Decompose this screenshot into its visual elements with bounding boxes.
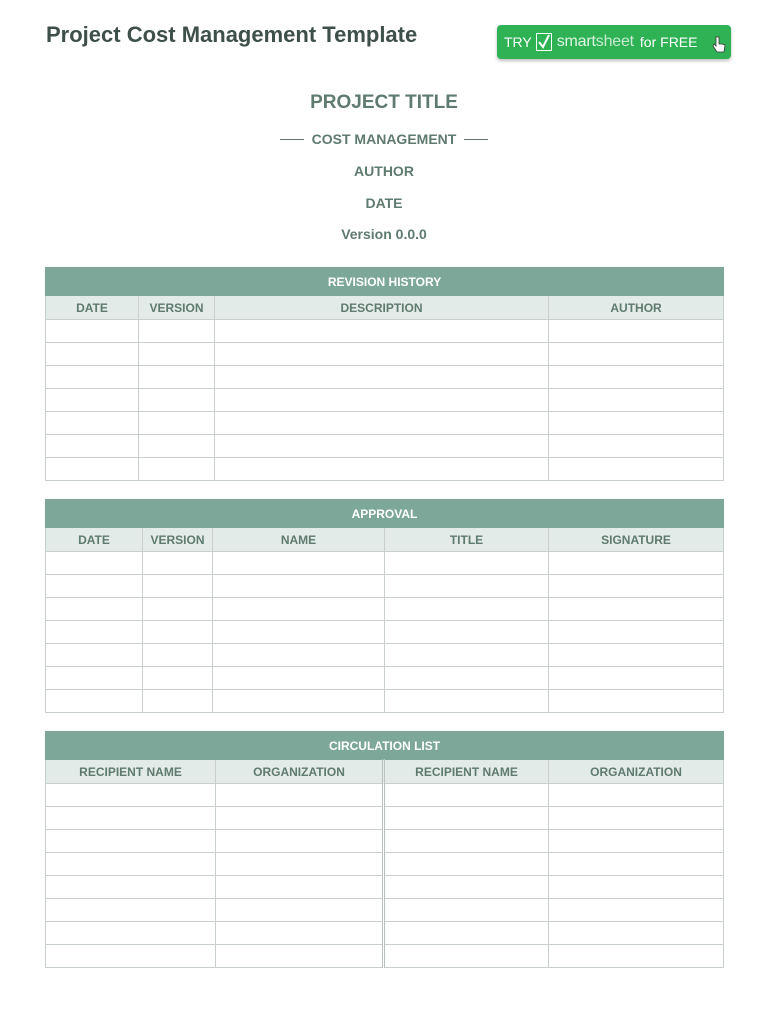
table-row xyxy=(46,830,724,853)
left-dash xyxy=(280,139,304,140)
table-cell[interactable] xyxy=(143,644,213,667)
table-row xyxy=(46,876,724,899)
table-cell[interactable] xyxy=(549,899,724,922)
hand-cursor-icon xyxy=(711,35,727,58)
table-cell[interactable] xyxy=(549,621,724,644)
table-cell[interactable] xyxy=(384,784,549,807)
column-header: ORGANIZATION xyxy=(216,760,384,784)
table-cell[interactable] xyxy=(384,876,549,899)
table-cell[interactable] xyxy=(46,343,139,366)
column-header: NAME xyxy=(213,528,385,552)
table-cell[interactable] xyxy=(384,830,549,853)
table-cell[interactable] xyxy=(46,945,216,968)
table-cell[interactable] xyxy=(549,667,724,690)
table-cell[interactable] xyxy=(216,830,384,853)
table-cell[interactable] xyxy=(46,830,216,853)
table-cell[interactable] xyxy=(46,552,143,575)
table-cell[interactable] xyxy=(549,830,724,853)
table-cell[interactable] xyxy=(139,320,215,343)
table-cell[interactable] xyxy=(549,876,724,899)
column-header: AUTHOR xyxy=(549,296,724,320)
table-cell[interactable] xyxy=(139,458,215,481)
table-row xyxy=(46,366,724,389)
table-cell[interactable] xyxy=(385,575,549,598)
column-header: DESCRIPTION xyxy=(215,296,549,320)
table-cell[interactable] xyxy=(385,552,549,575)
table-cell[interactable] xyxy=(143,667,213,690)
table-cell[interactable] xyxy=(46,853,216,876)
table-row xyxy=(46,621,724,644)
table-cell[interactable] xyxy=(46,690,143,713)
table-cell[interactable] xyxy=(549,690,724,713)
table-cell[interactable] xyxy=(46,922,216,945)
table-cell[interactable] xyxy=(549,435,724,458)
table-cell[interactable] xyxy=(549,853,724,876)
table-cell[interactable] xyxy=(46,320,139,343)
table-row xyxy=(46,458,724,481)
checkmark-icon xyxy=(536,33,552,51)
column-header: RECIPIENT NAME xyxy=(46,760,216,784)
table-cell[interactable] xyxy=(215,366,549,389)
table-row xyxy=(46,343,724,366)
table-cell[interactable] xyxy=(549,458,724,481)
revision-history-title: REVISION HISTORY xyxy=(46,268,724,296)
table-row xyxy=(46,690,724,713)
table-cell[interactable] xyxy=(385,690,549,713)
table-cell[interactable] xyxy=(143,690,213,713)
table-cell[interactable] xyxy=(549,644,724,667)
revision-history-table xyxy=(45,267,724,481)
table-cell[interactable] xyxy=(46,435,139,458)
table-cell[interactable] xyxy=(385,598,549,621)
column-header: TITLE xyxy=(385,528,549,552)
table-row xyxy=(46,922,724,945)
badge-try-text: TRY xyxy=(504,34,532,50)
table-row xyxy=(46,320,724,343)
table-cell[interactable] xyxy=(216,807,384,830)
table-cell[interactable] xyxy=(139,435,215,458)
table-cell[interactable] xyxy=(216,784,384,807)
table-cell[interactable] xyxy=(139,389,215,412)
table-cell[interactable] xyxy=(216,853,384,876)
column-header: DATE xyxy=(46,528,143,552)
table-cell[interactable] xyxy=(549,945,724,968)
table-cell[interactable] xyxy=(143,552,213,575)
table-cell[interactable] xyxy=(384,899,549,922)
approval-title: APPROVAL xyxy=(46,500,724,528)
table-cell[interactable] xyxy=(139,412,215,435)
table-cell[interactable] xyxy=(215,343,549,366)
table-cell[interactable] xyxy=(46,876,216,899)
table-cell[interactable] xyxy=(549,922,724,945)
circulation-list-body xyxy=(46,784,724,968)
table-cell[interactable] xyxy=(213,575,385,598)
table-row xyxy=(46,552,724,575)
column-header: RECIPIENT NAME xyxy=(384,760,549,784)
table-row xyxy=(46,644,724,667)
table-cell[interactable] xyxy=(216,945,384,968)
table-cell[interactable] xyxy=(213,552,385,575)
table-row xyxy=(46,784,724,807)
column-header: DATE xyxy=(46,296,139,320)
table-cell[interactable] xyxy=(215,320,549,343)
table-cell[interactable] xyxy=(213,621,385,644)
table-cell[interactable] xyxy=(46,412,139,435)
table-cell[interactable] xyxy=(46,366,139,389)
table-cell[interactable] xyxy=(385,621,549,644)
table-cell[interactable] xyxy=(549,784,724,807)
author-label: AUTHOR xyxy=(354,163,414,179)
table-cell[interactable] xyxy=(215,435,549,458)
table-cell[interactable] xyxy=(46,807,216,830)
badge-free-text: for FREE xyxy=(639,34,698,50)
version-label: Version 0.0.0 xyxy=(341,226,427,242)
table-cell[interactable] xyxy=(549,320,724,343)
table-row xyxy=(46,899,724,922)
table-row xyxy=(46,598,724,621)
column-header: VERSION xyxy=(139,296,215,320)
table-cell[interactable] xyxy=(384,853,549,876)
right-dash xyxy=(464,139,488,140)
table-row xyxy=(46,667,724,690)
table-cell[interactable] xyxy=(549,552,724,575)
approval-table xyxy=(45,499,724,713)
table-cell[interactable] xyxy=(384,945,549,968)
table-cell[interactable] xyxy=(215,412,549,435)
table-row xyxy=(46,807,724,830)
table-cell[interactable] xyxy=(143,598,213,621)
table-cell[interactable] xyxy=(139,343,215,366)
table-cell[interactable] xyxy=(216,899,384,922)
table-cell[interactable] xyxy=(215,389,549,412)
column-header: VERSION xyxy=(143,528,213,552)
table-cell[interactable] xyxy=(213,667,385,690)
project-title: PROJECT TITLE xyxy=(310,92,458,113)
table-row xyxy=(46,853,724,876)
table-cell[interactable] xyxy=(46,575,143,598)
table-row xyxy=(46,435,724,458)
table-cell[interactable] xyxy=(549,343,724,366)
table-cell[interactable] xyxy=(46,458,139,481)
table-cell[interactable] xyxy=(46,644,143,667)
revision-history-body xyxy=(46,320,724,481)
table-cell[interactable] xyxy=(213,690,385,713)
table-cell[interactable] xyxy=(143,575,213,598)
table-row xyxy=(46,945,724,968)
table-cell[interactable] xyxy=(46,389,139,412)
table-cell[interactable] xyxy=(213,644,385,667)
smartsheet-logo-text: smartsheet xyxy=(556,33,634,50)
subtitle-text: COST MANAGEMENT xyxy=(311,131,457,147)
table-cell[interactable] xyxy=(549,366,724,389)
table-cell[interactable] xyxy=(549,575,724,598)
approval-body xyxy=(46,552,724,713)
table-cell[interactable] xyxy=(139,366,215,389)
table-cell[interactable] xyxy=(215,458,549,481)
table-cell[interactable] xyxy=(46,667,143,690)
table-cell[interactable] xyxy=(216,876,384,899)
table-cell[interactable] xyxy=(213,598,385,621)
document-title: Project Cost Management Template xyxy=(46,22,418,47)
table-cell[interactable] xyxy=(46,621,143,644)
table-cell[interactable] xyxy=(385,644,549,667)
date-label: DATE xyxy=(365,195,403,211)
circulation-list-table xyxy=(45,731,724,968)
table-row xyxy=(46,412,724,435)
table-cell[interactable] xyxy=(143,621,213,644)
table-cell[interactable] xyxy=(46,899,216,922)
column-header: SIGNATURE xyxy=(549,528,724,552)
circulation-list-title: CIRCULATION LIST xyxy=(46,732,724,760)
try-smartsheet-button[interactable] xyxy=(497,25,731,59)
table-cell[interactable] xyxy=(549,807,724,830)
table-cell[interactable] xyxy=(384,922,549,945)
table-cell[interactable] xyxy=(385,667,549,690)
table-cell[interactable] xyxy=(549,598,724,621)
table-cell[interactable] xyxy=(216,922,384,945)
table-row xyxy=(46,389,724,412)
table-cell[interactable] xyxy=(46,598,143,621)
cost-management-subtitle xyxy=(0,131,768,147)
table-cell[interactable] xyxy=(384,807,549,830)
table-row xyxy=(46,575,724,598)
table-cell[interactable] xyxy=(46,784,216,807)
column-header: ORGANIZATION xyxy=(549,760,724,784)
table-cell[interactable] xyxy=(549,389,724,412)
table-cell[interactable] xyxy=(549,412,724,435)
